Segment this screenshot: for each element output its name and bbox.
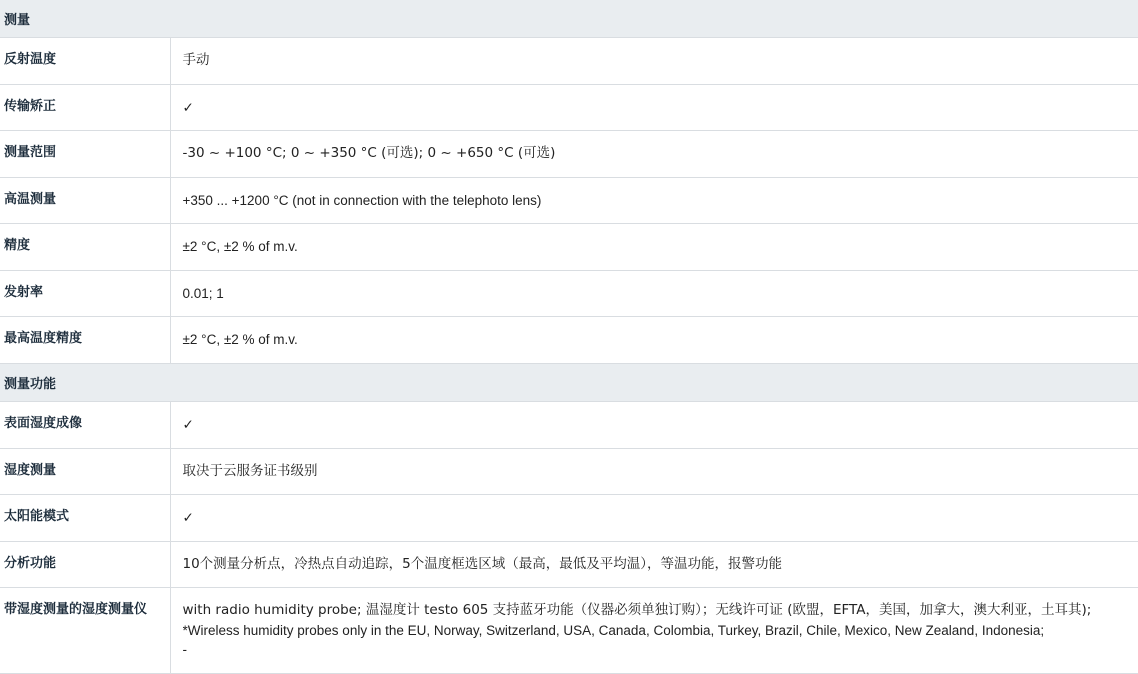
row-label: 反射温度 (0, 38, 170, 85)
row-value: 手动 (182, 52, 210, 68)
table-row (0, 448, 1138, 495)
row-value: ±2 °C, ±2 % of m.v. (182, 239, 298, 255)
row-value (170, 588, 1138, 674)
table-row (0, 541, 1138, 588)
table-row (0, 270, 1138, 317)
row-label: 传输矫正 (0, 84, 170, 131)
row-label: 精度 (0, 224, 170, 271)
table-row (0, 588, 1138, 674)
checkmark-icon: ✓ (182, 99, 194, 115)
table-row (0, 177, 1138, 224)
row-value: -30 ~ +100 °C; 0 ~ +350 °C (可选); 0 ~ +650 °C (可选) (182, 145, 556, 162)
row-label: 最高温度精度 (0, 317, 170, 364)
section-header-measurement (0, 0, 1138, 38)
row-value: 0.01; 1 (182, 285, 224, 301)
section-header-measurement-functions (0, 363, 1138, 401)
row-label: 太阳能模式 (0, 495, 170, 542)
row-label: 测量范围 (0, 131, 170, 178)
section-title: 测量功能 (0, 363, 1138, 401)
row-label: 表面湿度成像 (0, 401, 170, 448)
row-value: 取决于云服务证书级别 (182, 462, 318, 479)
table-row (0, 401, 1138, 448)
row-label: 分析功能 (0, 541, 170, 588)
row-label: 湿度测量 (0, 448, 170, 495)
row-value-line-1: with radio humidity probe; 温湿度计 testo 605 支持蓝牙功能（仪器必须单独订购）；无线许可证 (欧盟，EFTA，美国，加拿大，澳大利亚，土耳其); (182, 602, 1092, 619)
row-value-line-3: - (182, 642, 187, 658)
checkmark-icon: ✓ (182, 416, 194, 432)
row-value: 10个测量分析点，冷热点自动追踪，5个温度框选区域（最高，最低及平均温），等温功能，报警功能 (182, 555, 783, 572)
table-row (0, 317, 1138, 364)
row-label: 发射率 (0, 270, 170, 317)
table-row (0, 224, 1138, 271)
row-label: 高温测量 (0, 177, 170, 224)
section-title: 测量 (0, 0, 1138, 38)
table-row (0, 131, 1138, 178)
table-row (0, 38, 1138, 85)
row-value: +350 ... +1200 °C (not in connection with the telephoto lens) (182, 192, 542, 208)
row-value-line-2: *Wireless humidity probes only in the EU, Norway, Switzerland, USA, Canada, Colombia, Turkey, Brazil, Chile, Mexico, New Zealand, Indonesia; (182, 622, 1045, 638)
row-value: ±2 °C, ±2 % of m.v. (182, 332, 298, 348)
checkmark-icon: ✓ (182, 510, 194, 526)
table-row (0, 495, 1138, 542)
table-row (0, 84, 1138, 131)
row-label: 带湿度测量的湿度测量仪 (0, 588, 170, 674)
